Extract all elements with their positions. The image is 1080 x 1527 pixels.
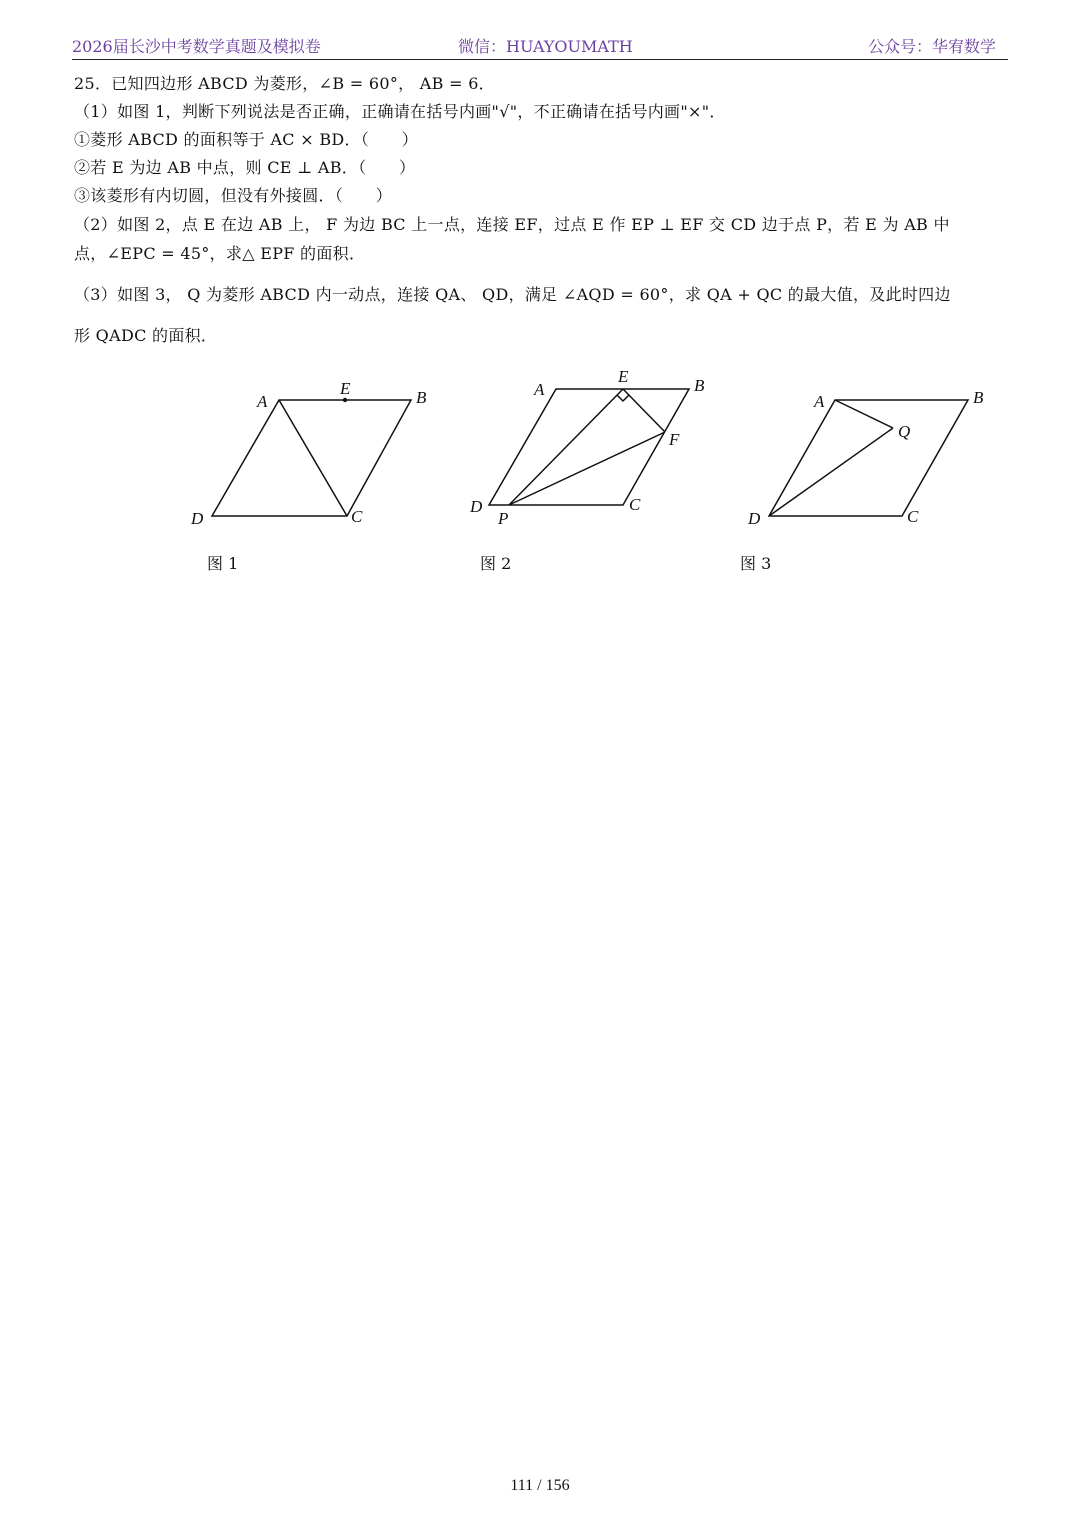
right-angle-mark: [617, 395, 629, 401]
label-b: B: [694, 376, 705, 395]
statement-2: ②若 E 为边 AB 中点，则 CE ⊥ AB．（ ）: [74, 158, 416, 177]
statement-1: ①菱形 ABCD 的面积等于 AC × BD．（ ）: [74, 130, 418, 149]
segment-qd: [769, 428, 893, 516]
figure-2-caption: 图 2: [480, 554, 512, 573]
figure-3: [740, 370, 1000, 540]
figure-2: [460, 360, 730, 535]
part2-line2: 点，∠EPC = 45°，求△ EPF 的面积．: [74, 244, 366, 263]
label-e: E: [618, 367, 629, 386]
problem-statement: 25．已知四边形 ABCD 为菱形，∠B = 60°， AB = 6．: [74, 74, 495, 93]
label-a: A: [257, 392, 268, 411]
label-p: P: [498, 509, 509, 528]
segment-qa: [835, 400, 893, 428]
segment-pf: [509, 432, 665, 505]
label-d: D: [748, 509, 761, 528]
page-number: 111 / 156: [510, 1477, 570, 1494]
label-a: A: [814, 392, 825, 411]
figure-1-caption: 图 1: [207, 554, 239, 573]
header-wechat: 微信：HUAYOUMATH: [458, 37, 633, 56]
figure-1: [180, 370, 430, 540]
label-d: D: [470, 497, 483, 516]
label-a: A: [534, 380, 545, 399]
label-b: B: [416, 388, 427, 407]
header-title: 2026届长沙中考数学真题及模拟卷: [72, 37, 321, 56]
part1-intro: （1）如图 1，判断下列说法是否正确，正确请在括号内画"√"，不正确请在括号内画"×"．: [74, 102, 726, 121]
page-header: [72, 34, 1008, 58]
point-e: [343, 398, 347, 402]
header-divider: [72, 59, 1008, 60]
label-c: C: [351, 507, 363, 526]
rhombus-abcd: [769, 400, 968, 516]
rhombus-abcd: [489, 389, 689, 505]
label-c: C: [907, 507, 919, 526]
statement-3: ③该菱形有内切圆，但没有外接圆．（ ）: [74, 186, 393, 205]
label-d: D: [191, 509, 204, 528]
label-q: Q: [898, 422, 911, 441]
label-f: F: [669, 430, 680, 449]
header-account: 公众号：华宥数学: [867, 37, 996, 56]
diagonal-ac: [279, 400, 347, 516]
figure-3-caption: 图 3: [740, 554, 772, 573]
label-b: B: [973, 388, 984, 407]
part3-line1: （3）如图 3， Q 为菱形 ABCD 内一动点，连接 QA、 QD，满足 ∠AQD = 60°，求 QA + QC 的最大值，及此时四边: [74, 285, 951, 304]
rhombus-abcd: [212, 400, 411, 516]
part2-line1: （2）如图 2，点 E 在边 AB 上， F 为边 BC 上一点，连接 EF，过点 E 作 EP ⊥ EF 交 CD 边于点 P，若 E 为 AB 中: [74, 215, 950, 234]
segment-ep: [509, 389, 623, 505]
part3-line2: 形 QADC 的面积．: [74, 326, 218, 345]
label-e: E: [340, 379, 351, 398]
label-c: C: [629, 495, 641, 514]
